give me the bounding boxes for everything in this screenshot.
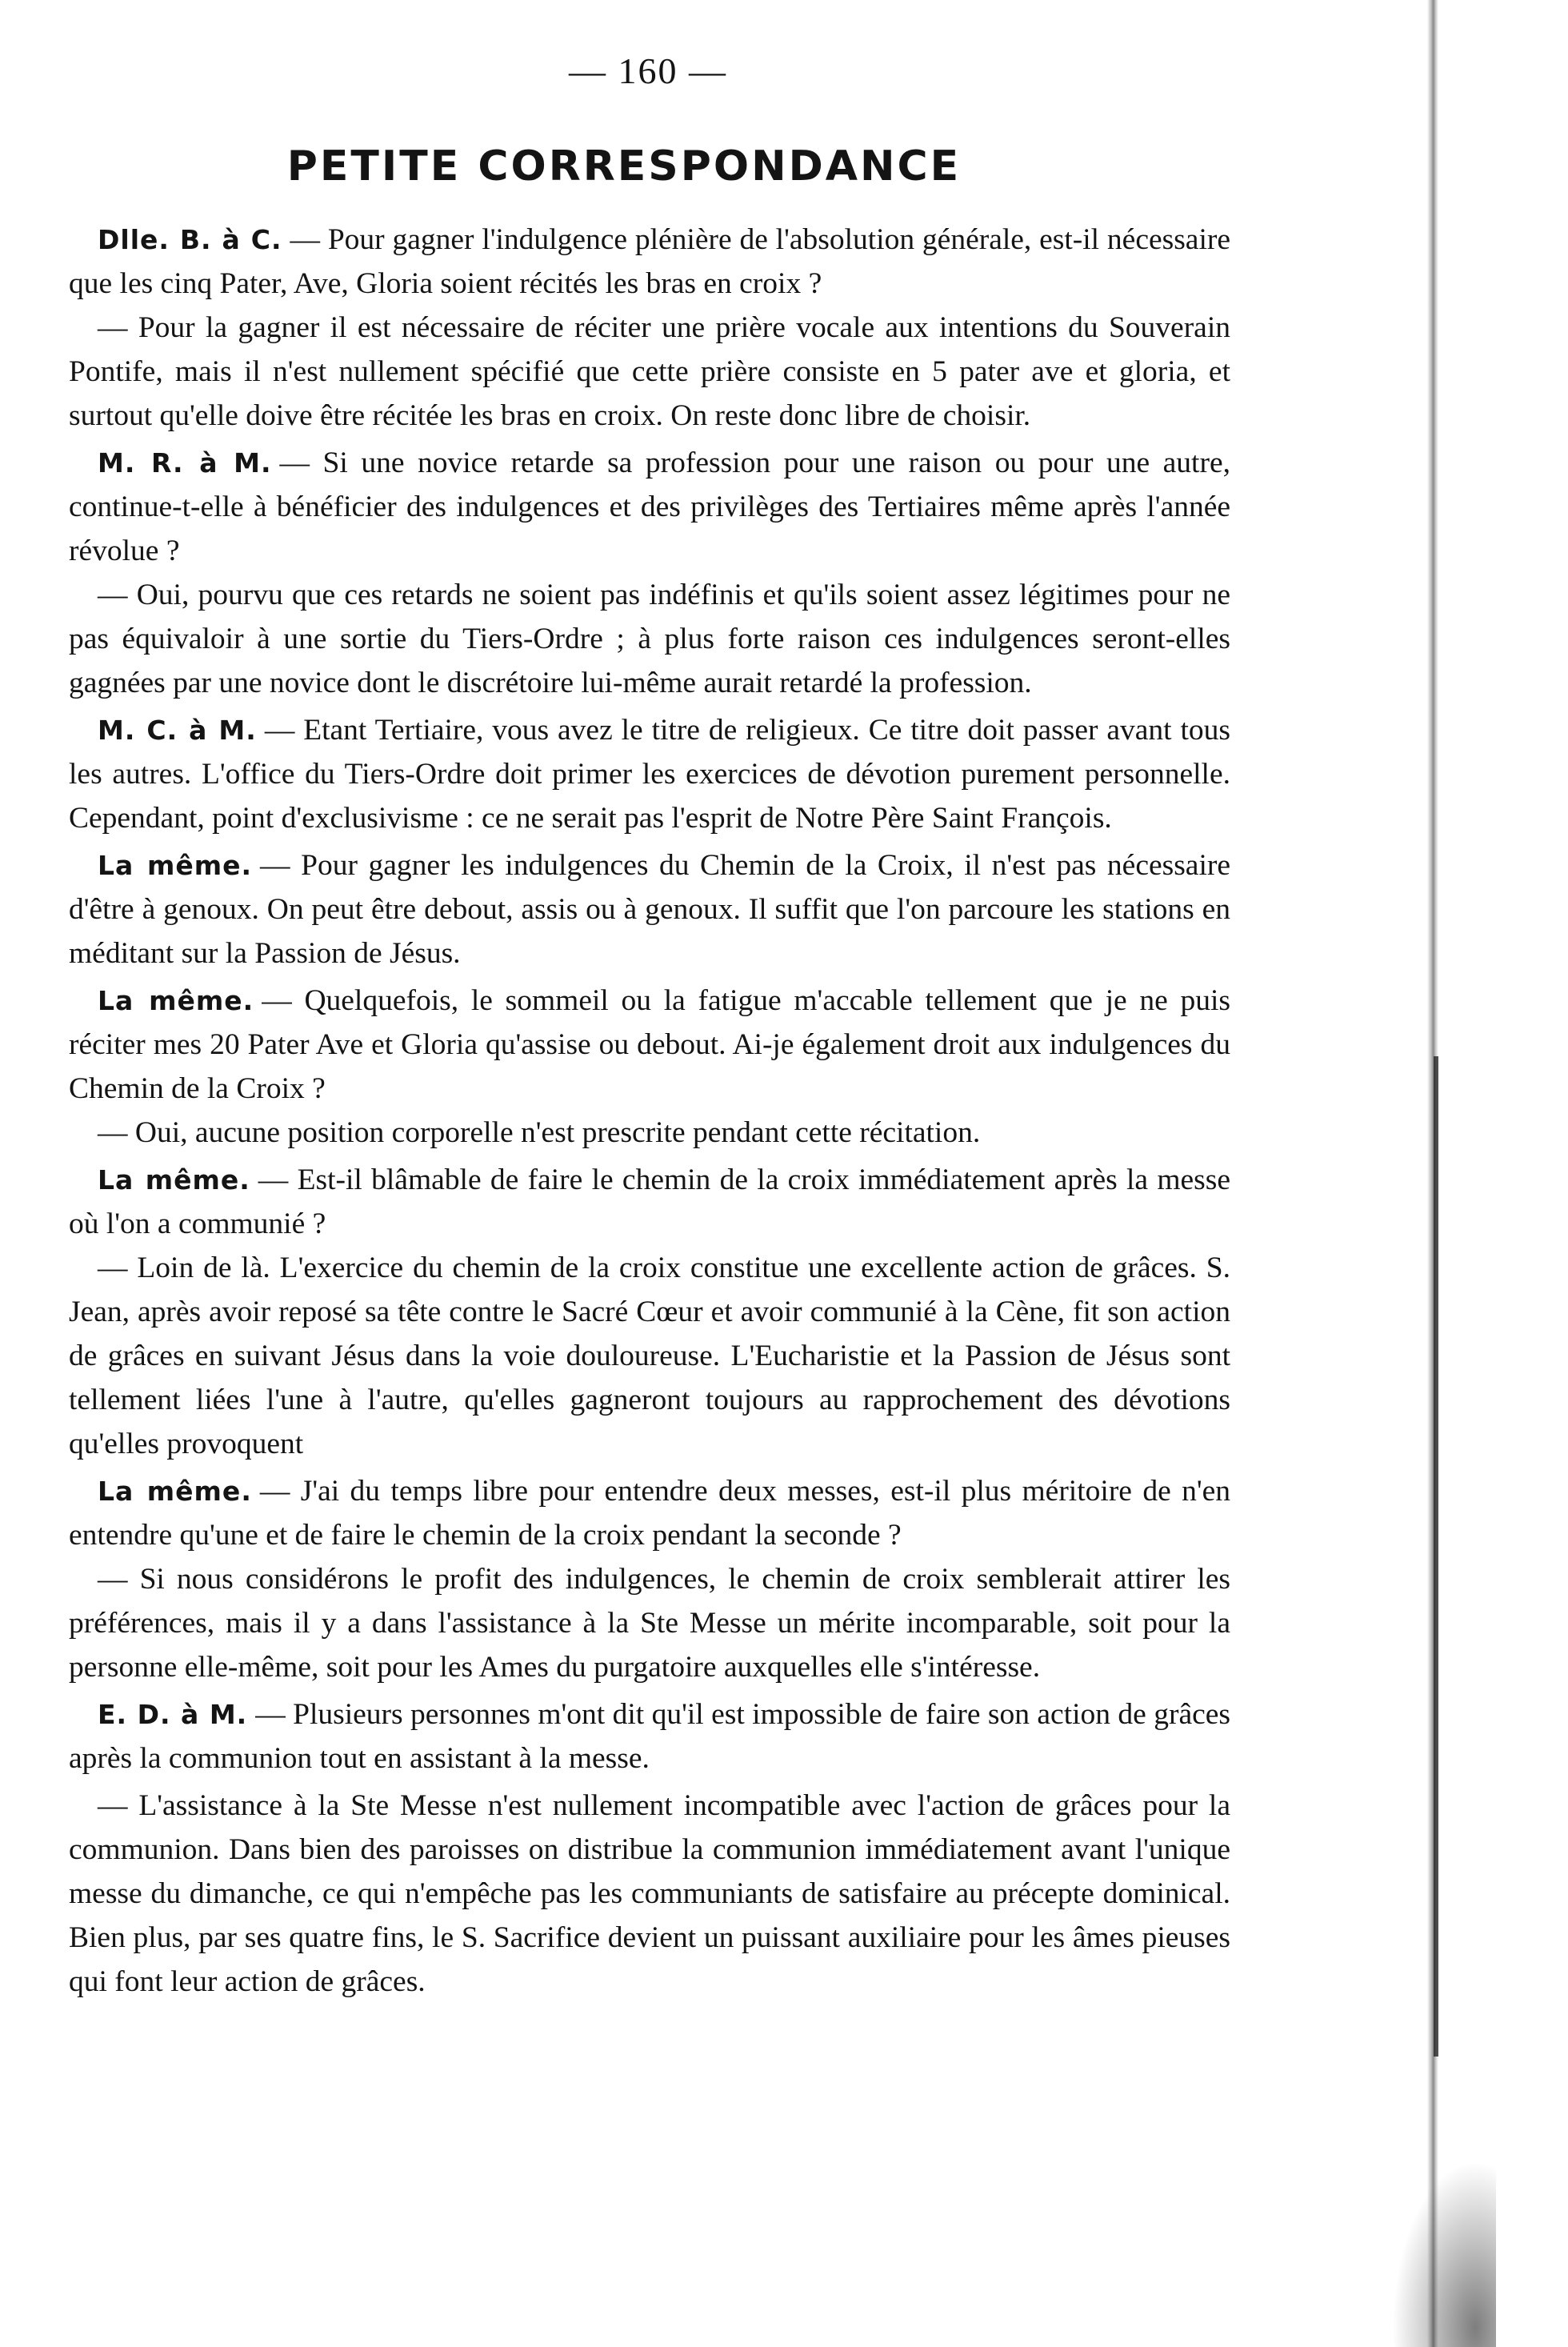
entry-sender: M. R. à M. [98,447,272,479]
entry-sender: Dlle. B. à C. [98,224,282,255]
scan-binding-shadow [1434,1056,1438,2057]
entry-text: — Si nous considérons le profit des indulgences, le chemin de croix semblerait attirer les préférences, mais il y a dans l'assistance à la Ste Messe un mérite incomparable, soit pour la personne elle-même, soit pour les Ames du purgatoire auxquelles elle s'intéresse. [69,1563,1230,1684]
entry-text: — Oui, aucune position corporelle n'est prescrite pendant cette récitation. [98,1116,981,1149]
correspondence-reply [69,306,1230,438]
entry-text: — Plusieurs personnes m'ont dit qu'il est impossible de faire son action de grâces après la communion tout en assistant à la messe. [69,1698,1230,1775]
correspondence-entry [69,843,1230,975]
correspondence-entry [69,218,1230,306]
correspondence-entry [69,1158,1230,1246]
correspondence-entry [69,1469,1230,1557]
entry-sender: La même. [98,985,254,1016]
entry-text: — Etant Tertiaire, vous avez le titre de religieux. Ce titre doit passer avant tous les autres. L'office du Tiers-Ordre doit primer les exercices de dévotion purement personnelle. Cependant, point d'exclusivisme : ce ne serait pas l'esprit de Notre Père Saint François. [69,714,1230,835]
entry-sender: La même. [98,1164,250,1196]
entry-sender: La même. [98,1476,252,1507]
entry-text: — Pour gagner l'indulgence plénière de l'absolution générale, est-il nécessaire que les cinq Pater, Ave, Gloria soient récités les bras en croix ? [69,223,1230,300]
entry-text: — Quelquefois, le sommeil ou la fatigue m'accable tellement que je ne puis réciter mes 20 Pater Ave et Gloria qu'assise ou debout. Ai-je également droit aux indulgences du Chemin de la Croix ? [69,984,1230,1105]
correspondence-entry [69,441,1230,573]
correspondence-reply [69,1111,1230,1155]
entry-text: — J'ai du temps libre pour entendre deux messes, est-il plus méritoire de n'en entendre qu'une et de faire le chemin de la croix pendant la seconde ? [69,1475,1230,1552]
correspondence-reply [69,1246,1230,1466]
entry-text: — Oui, pourvu que ces retards ne soient pas indéfinis et qu'ils soient assez légitimes pour ne pas équivaloir à une sortie du Tiers-Ordre ; à plus forte raison ces indulgences seront-elles gagnées par une novice dont le discrétoire lui-même aurait retardé la profession. [69,579,1230,699]
entry-text: — Loin de là. L'exercice du chemin de la croix constitue une excellente action de grâces. S. Jean, après avoir reposé sa tête contre le Sacré Cœur et avoir communié à la Cène, fit son action de grâces en suivant Jésus dans la voie douloureuse. L'Eucharistie et la Passion de Jésus sont tellement liées l'une à l'autre, qu'elles gagneront toujours au rapprochement des dévotions qu'elles provoquent [69,1252,1230,1460]
page-title: PETITE CORRESPONDANCE [286,142,962,190]
entry-sender: M. C. à M. [98,715,257,746]
scan-corner-smudge [1392,2161,1496,2347]
entry-text: — Pour la gagner il est nécessaire de réciter une prière vocale aux intentions du Souverain Pontife, mais il n'est nullement spécifié que cette prière consiste en 5 pater ave et gloria, et surtout qu'elle doive être récitée les bras en croix. On reste donc libre de choisir. [69,311,1230,432]
entry-text: — Est-il blâmable de faire le chemin de la croix immédiatement après la messe où l'on a communié ? [69,1163,1231,1240]
correspondence-reply [69,1784,1230,2004]
entry-text: — Pour gagner les indulgences du Chemin de la Croix, il n'est pas nécessaire d'être à genoux. On peut être debout, assis ou à genoux. Il suffit que l'on parcoure les stations en méditant sur la Passion de Jésus. [69,849,1230,970]
page-number: — 160 — [569,50,727,91]
correspondence-entry [69,708,1230,840]
entry-text: — Si une novice retarde sa profession pour une raison ou pour une autre, continue-t-elle à bénéficier des indulgences et des privilèges des Tertiaires même après l'année révolue ? [69,447,1230,567]
correspondence-reply [69,573,1230,705]
entry-text: — L'assistance à la Ste Messe n'est nullement incompatible avec l'action de grâces pour la communion. Dans bien des paroisses on distribue la communion immédiatement avant l'unique messe du dimanche, ce qui n'empêche pas les communiants de satisfaire au précepte dominical. Bien plus, par ses quatre fins, le S. Sacrifice devient un puissant auxiliaire pour les âmes pieuses qui font leur action de grâces. [69,1789,1230,1998]
correspondence-entry [69,1692,1230,1780]
correspondence-entry [69,979,1230,1111]
entry-sender: E. D. à M. [98,1699,248,1730]
entry-sender: La même. [98,850,253,881]
correspondence-reply [69,1557,1230,1689]
correspondence-body [69,218,1230,2004]
